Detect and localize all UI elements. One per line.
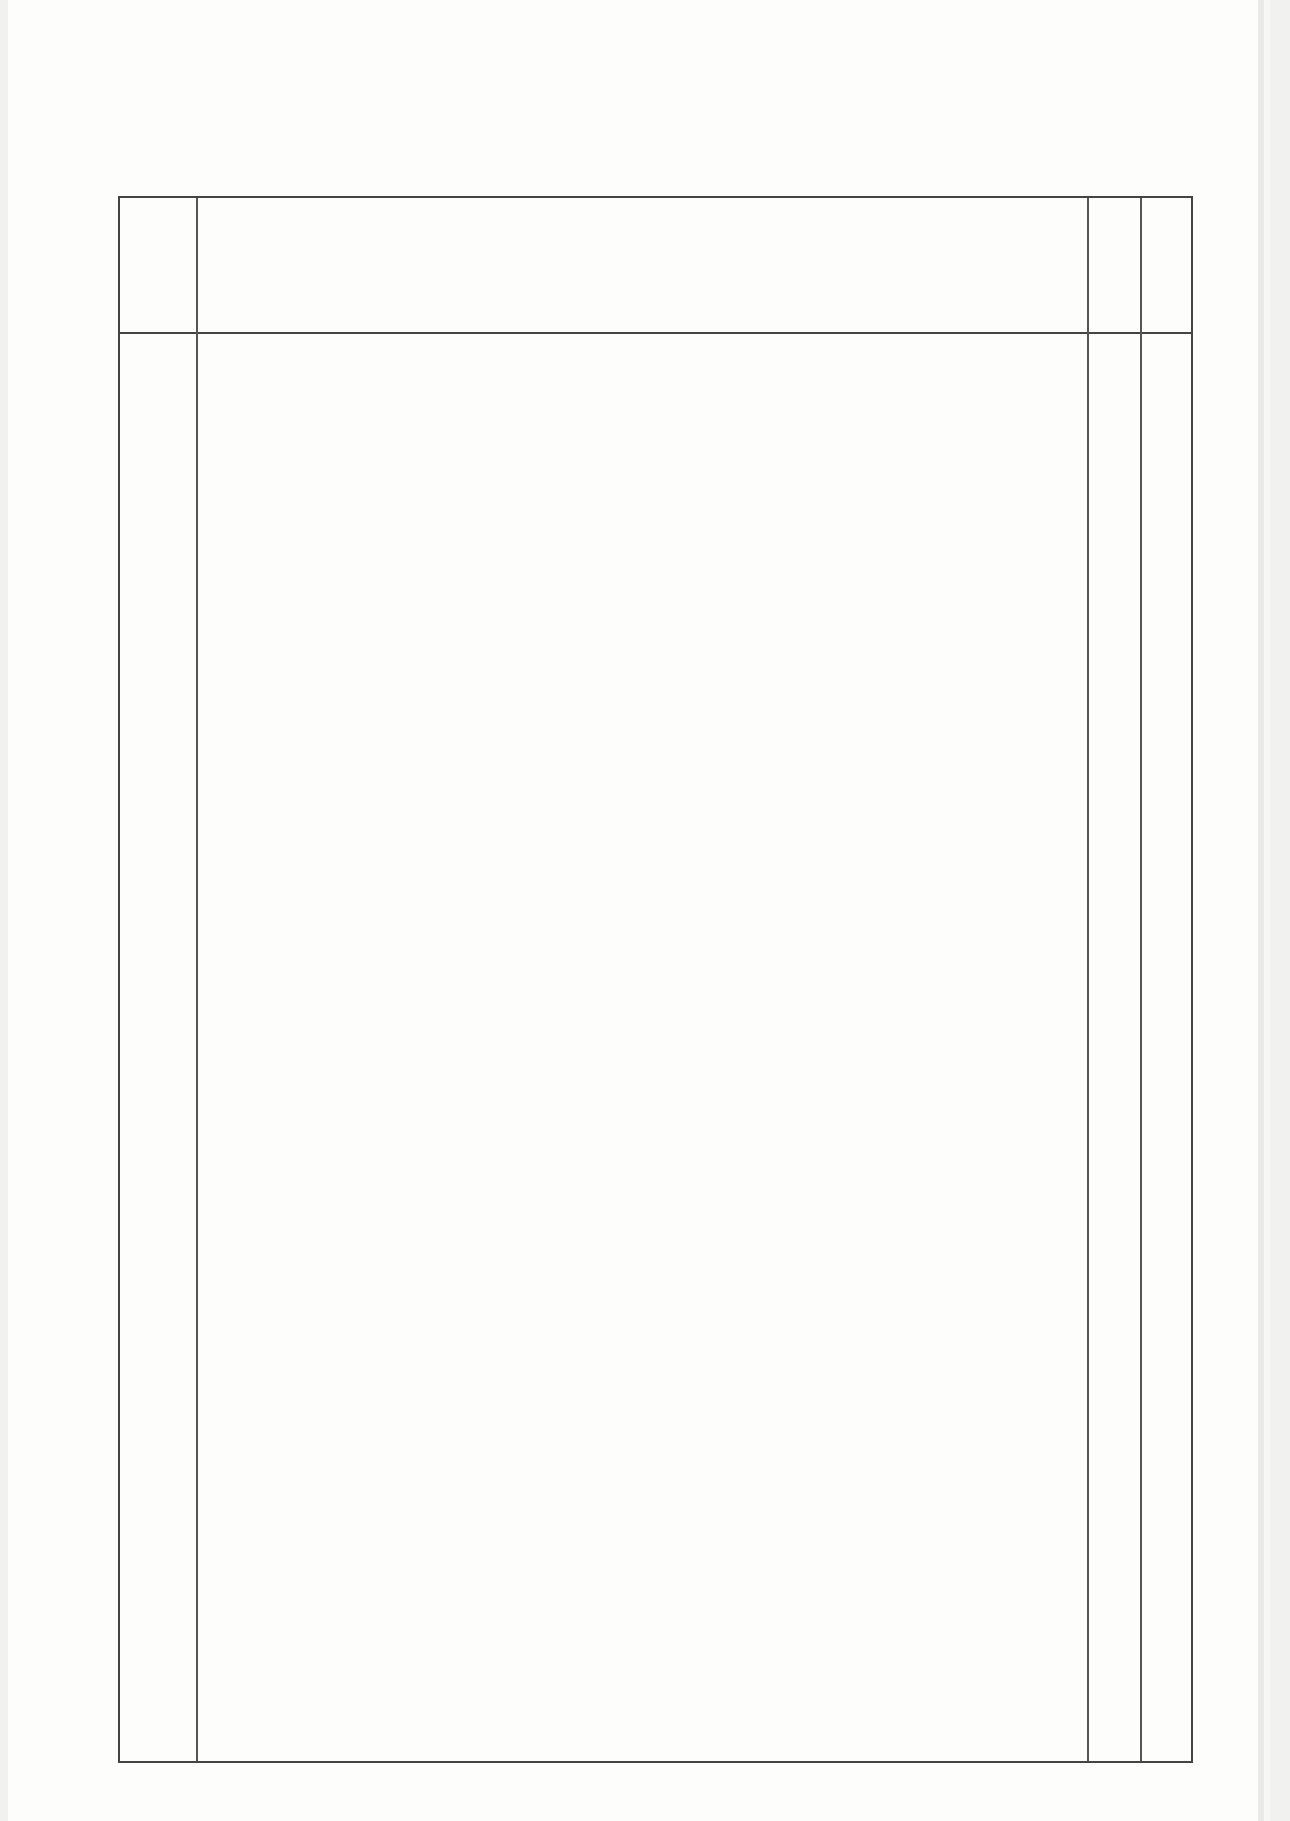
record-sheet — [8, 0, 1258, 1821]
subject-record-table — [118, 196, 1193, 1763]
subject-column-header — [120, 198, 196, 334]
can-divider — [1087, 198, 1089, 1761]
can-column-header — [1089, 198, 1142, 334]
try-column-header — [1142, 198, 1193, 334]
try-divider — [1140, 198, 1142, 1761]
content-column-header — [196, 198, 1087, 334]
table-header — [120, 198, 1191, 334]
subject-divider — [196, 198, 198, 1761]
